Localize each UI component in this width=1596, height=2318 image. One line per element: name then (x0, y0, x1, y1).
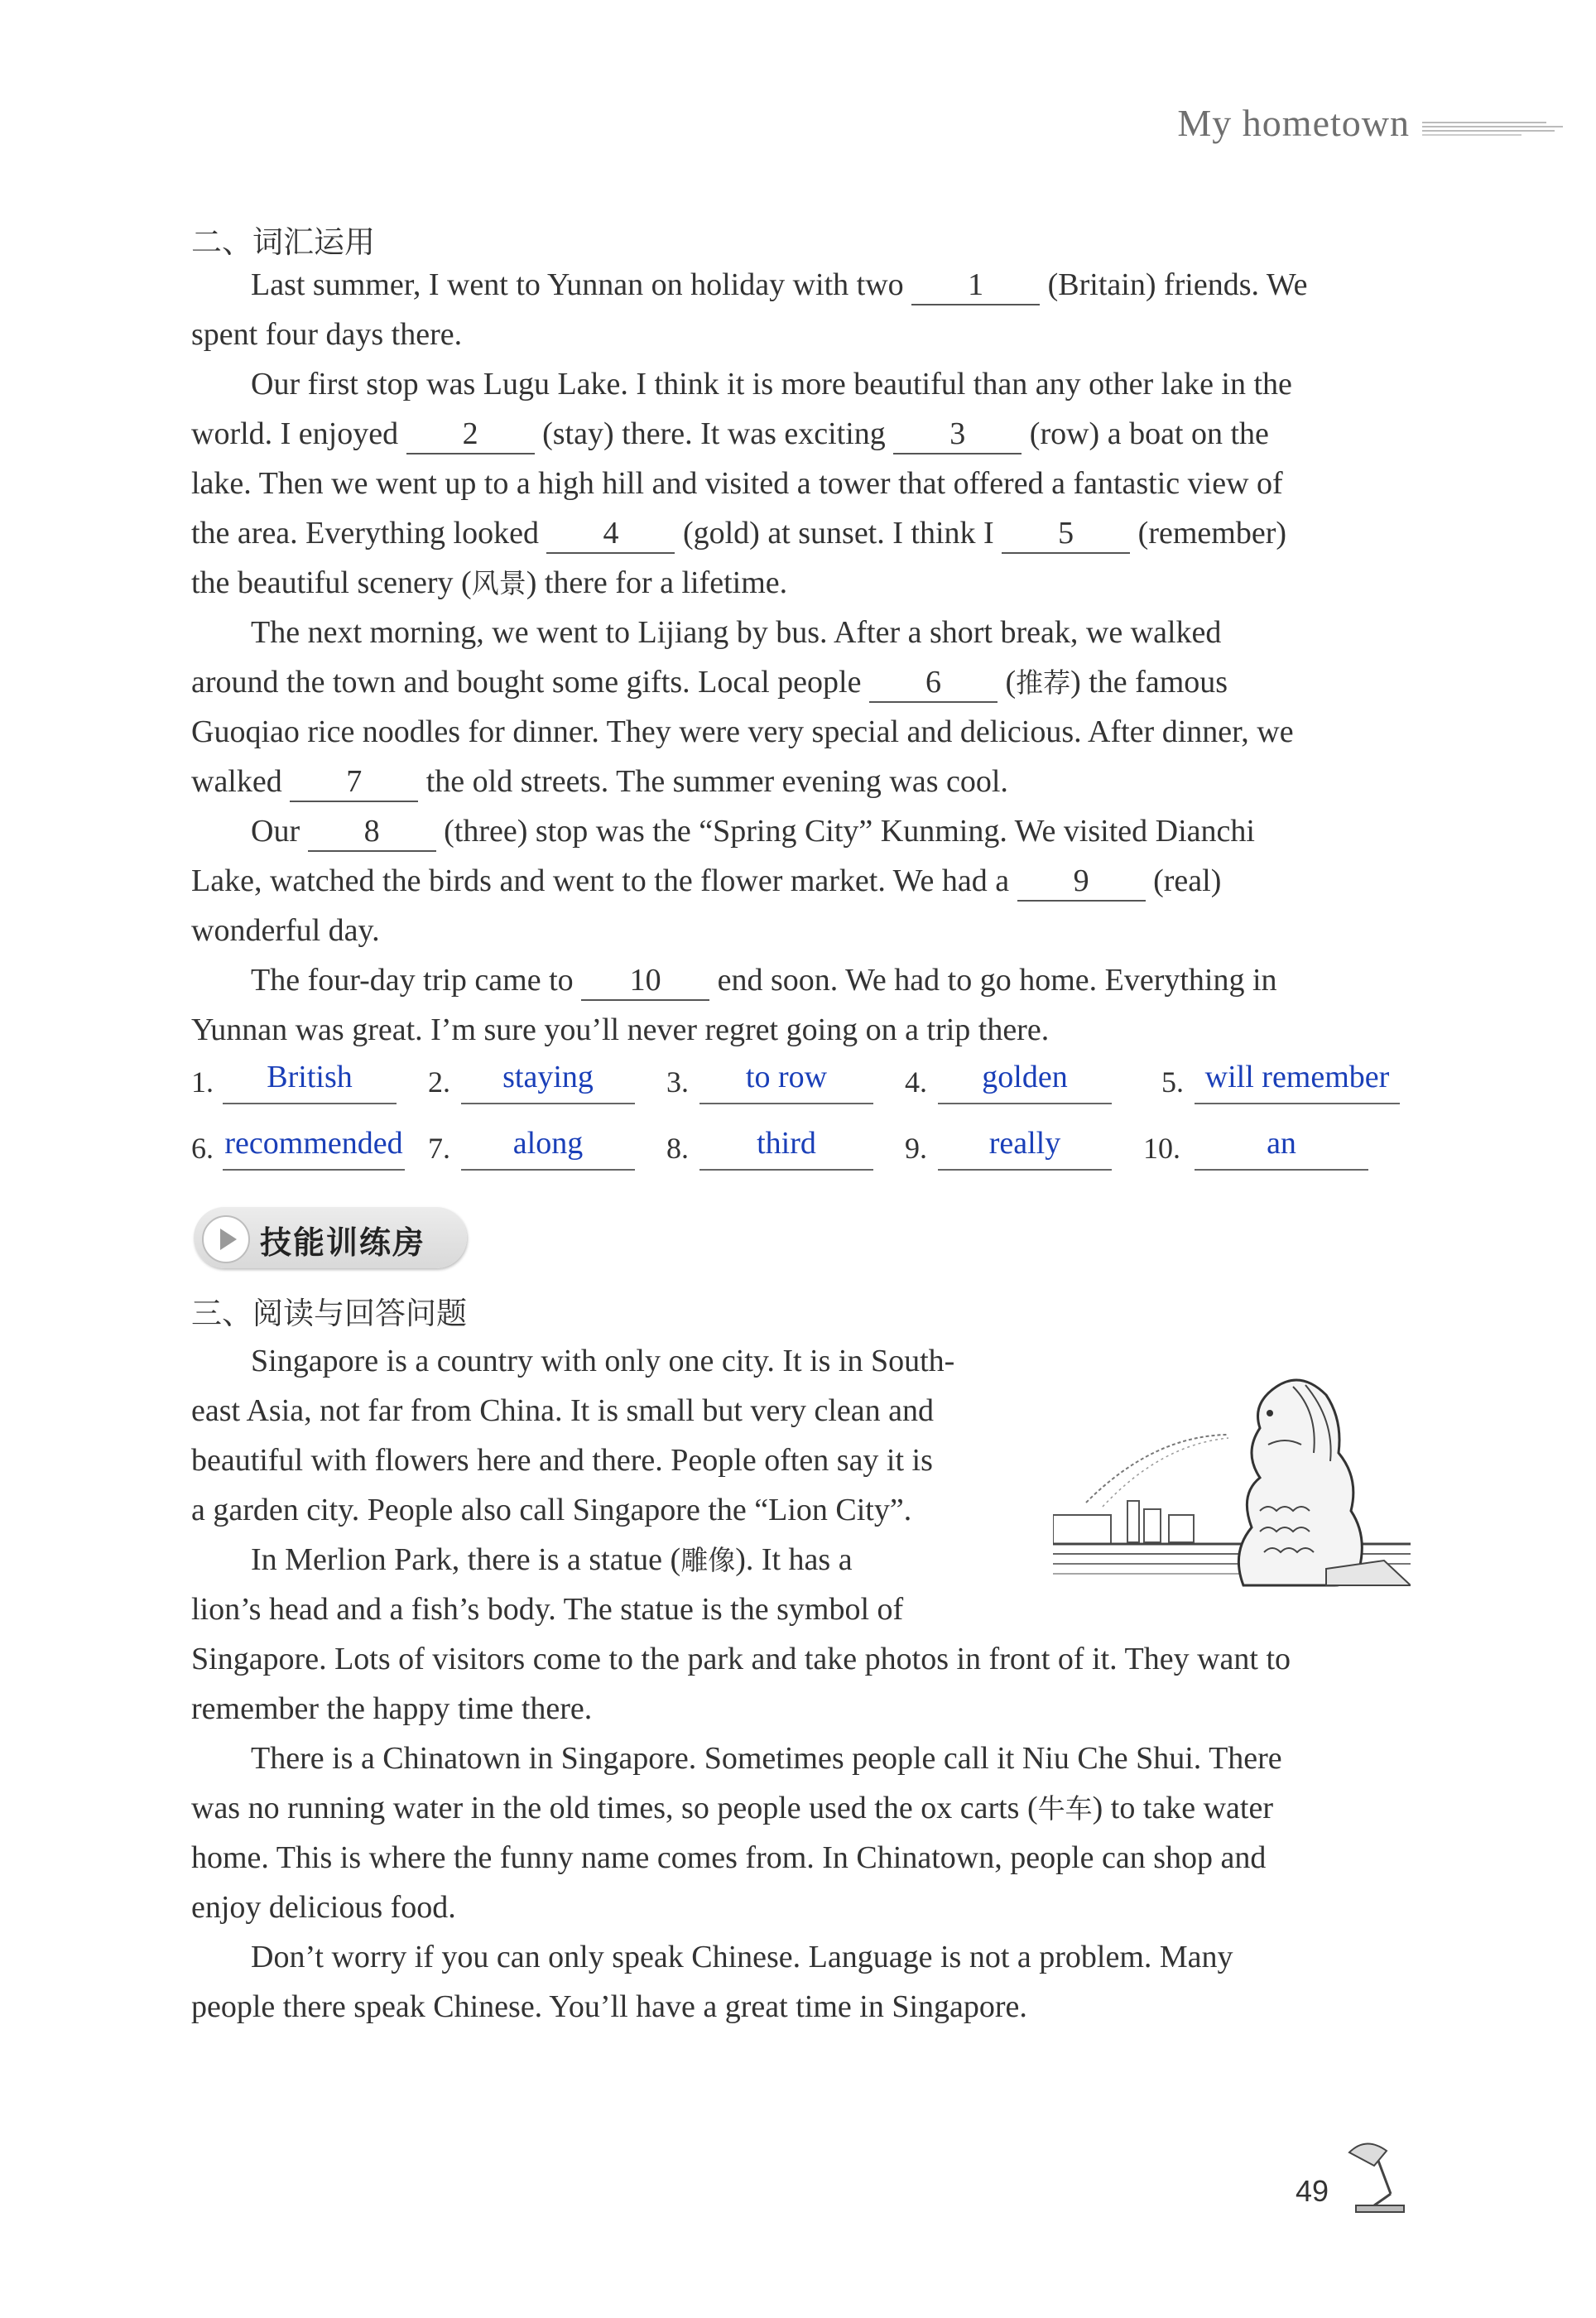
blank-10: 10 (581, 961, 709, 1001)
answer-2-field[interactable]: staying (461, 1053, 635, 1104)
passage-line: wonderful day. (191, 913, 380, 948)
blank-9: 9 (1017, 862, 1146, 902)
reading-line: Singapore. Lots of visitors come to the park and take photos in front of it. They want to (191, 1642, 1291, 1676)
reading-line: lion’s head and a fish’s body. The statue is the symbol of (191, 1592, 904, 1627)
passage-line: The next morning, we went to Lijiang by bus. After a short break, we walked (251, 615, 1222, 650)
merlion-illustration (1053, 1362, 1411, 1589)
passage-line: Last summer, I went to Yunnan on holiday with two 1 (Britain) friends. We (191, 260, 1308, 310)
skill-banner-label: 技能训练房 (260, 1224, 426, 1261)
passage-line: Yunnan was great. I’m sure you’ll never regret going on a trip there. (191, 1012, 1050, 1047)
passage-line: lake. Then we went up to a high hill and visited a tower that offered a fantastic view of (191, 466, 1283, 501)
play-icon (202, 1215, 250, 1263)
answer-8-field[interactable]: third (699, 1119, 873, 1171)
passage-line: The four-day trip came to 10 end soon. We had to go home. Everything in (191, 955, 1277, 1005)
blank-8: 8 (308, 812, 436, 852)
answers-row-2 (191, 1116, 1400, 1174)
reading-line: people there speak Chinese. You’ll have a great time in Singapore. (191, 1989, 1027, 2024)
blank-6: 6 (869, 663, 997, 703)
answer-9-field[interactable]: really (938, 1119, 1112, 1171)
answer-6: 6. recommended (191, 1116, 423, 1171)
reading-line: Singapore is a country with only one city. It is in South- (251, 1344, 955, 1378)
page-header-title: My hometown (1177, 102, 1410, 144)
blank-3: 3 (893, 415, 1022, 454)
blank-5: 5 (1002, 514, 1130, 554)
passage-line: Our 8 (three) stop was the “Spring City” Kunming. We visited Dianchi (191, 806, 1255, 856)
section-title-reading: 三、阅读与回答问题 (191, 1296, 467, 1331)
reading-line: There is a Chinatown in Singapore. Sometimes people call it Niu Che Shui. There (251, 1741, 1282, 1776)
answer-2: 2. staying (428, 1050, 660, 1104)
answer-4-field[interactable]: golden (938, 1053, 1112, 1104)
answer-7-field[interactable]: along (461, 1119, 635, 1171)
passage-line: the beautiful scenery (风景) there for a lifetime. (191, 565, 788, 600)
blank-7: 7 (290, 762, 418, 802)
passage-line: walked 7 the old streets. The summer evening was cool. (191, 757, 1008, 806)
reading-line: Don’t worry if you can only speak Chinese. Language is not a problem. Many (251, 1940, 1233, 1974)
answer-5: 5. will remember (1161, 1050, 1400, 1104)
passage-line: the area. Everything looked 4 (gold) at sunset. I think I 5 (remember) (191, 508, 1286, 558)
reading-line: beautiful with flowers here and there. People often say it is (191, 1443, 933, 1478)
answer-5-field[interactable]: will remember (1195, 1053, 1400, 1104)
section-title-vocabulary: 二、词汇运用 (191, 224, 375, 260)
passage-line: Lake, watched the birds and went to the flower market. We had a 9 (real) (191, 856, 1221, 906)
answer-6-field[interactable]: recommended (223, 1119, 405, 1171)
lamp-icon (1341, 2136, 1409, 2215)
reading-line: remember the happy time there. (191, 1691, 593, 1726)
answer-3: 3. to row (666, 1050, 898, 1104)
passage-line: spent four days there. (191, 317, 463, 352)
reading-line: a garden city. People also call Singapore the “Lion City”. (191, 1493, 912, 1527)
answer-8: 8. third (666, 1116, 898, 1171)
answer-7: 7. along (428, 1116, 660, 1171)
answers-row-1 (191, 1050, 1400, 1108)
reading-line: was no running water in the old times, so people used the ox carts (牛车) to take water (191, 1791, 1273, 1825)
reading-line: In Merlion Park, there is a statue (雕像). It has a (251, 1542, 853, 1577)
blank-2: 2 (406, 415, 535, 454)
answer-1-field[interactable]: British (223, 1053, 397, 1104)
blank-1: 1 (911, 266, 1040, 305)
answer-4: 4. golden (905, 1050, 1137, 1104)
reading-line: east Asia, not far from China. It is small but very clean and (191, 1393, 934, 1428)
page-number: 49 (1296, 2174, 1329, 2208)
answer-9: 9. really (905, 1116, 1137, 1171)
answer-3-field[interactable]: to row (699, 1053, 873, 1104)
reading-line: enjoy delicious food. (191, 1890, 456, 1925)
answer-10: 10. an (1143, 1116, 1400, 1171)
reading-line: home. This is where the funny name comes from. In Chinatown, people can shop and (191, 1840, 1267, 1875)
skill-training-banner (194, 1207, 467, 1268)
passage-line: around the town and bought some gifts. Local people 6 (推荐) the famous (191, 657, 1228, 708)
header-decoration-lines (1422, 119, 1571, 136)
answer-10-field[interactable]: an (1195, 1119, 1368, 1171)
answer-1: 1. British (191, 1050, 423, 1104)
passage-line: Our first stop was Lugu Lake. I think it is more beautiful than any other lake in the (251, 367, 1292, 402)
passage-line: world. I enjoyed 2 (stay) there. It was exciting 3 (row) a boat on the (191, 409, 1269, 459)
blank-4: 4 (546, 514, 675, 554)
passage-line: Guoqiao rice noodles for dinner. They were very special and delicious. After dinner, we (191, 714, 1294, 749)
